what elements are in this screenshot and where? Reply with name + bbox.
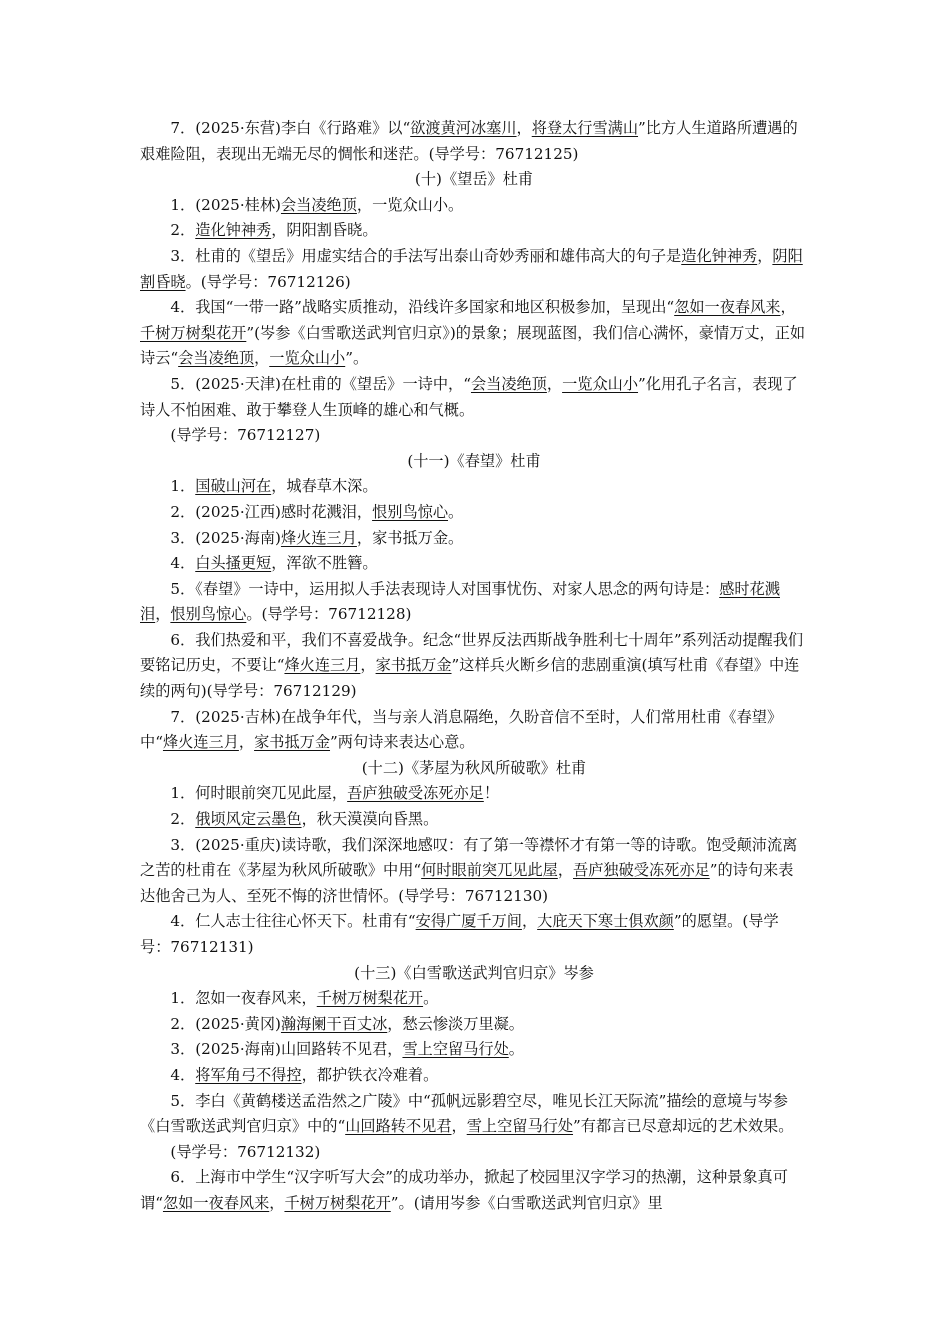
section-heading: [140, 449, 808, 475]
text-run: ”。: [345, 349, 369, 368]
text-run: 4．我国“一带一路”战略实质推动，沿线许多国家和地区积极参加，呈现出“: [170, 298, 675, 317]
text-run: ，: [254, 349, 270, 368]
text-run: 3．杜甫的《望岳》用虚实结合的手法写出泰山奇妙秀丽和雄伟高大的句子是: [170, 246, 682, 265]
text-run: (十)《望岳》杜甫: [414, 170, 534, 189]
text-run: ，: [521, 912, 538, 931]
answer-blank: 会当凌绝顶: [280, 195, 357, 214]
answer-blank: 造化钟神秀: [681, 246, 758, 265]
text-run: 7．(2025·东营)李白《行路难》以“: [170, 119, 411, 137]
guide-number: [140, 1140, 808, 1166]
text-run: 3．(2025·重庆)读诗歌，我们深深地感叹：有了第一等襟怀才有第一等的诗歌。饱受颠沛流离之苦的杜甫在《茅屋为秋风所破歌》中用“: [140, 835, 798, 880]
answer-blank: 会当凌绝顶: [178, 349, 255, 368]
text-run: ，: [557, 861, 574, 880]
answer-blank: 白头搔更短: [195, 554, 272, 573]
text-run: 1．(2025·桂林): [170, 195, 281, 214]
text-run: ，愁云惨淡万里凝。: [387, 1014, 524, 1033]
text-run: (十二)《茅屋为秋风所破歌》杜甫: [361, 758, 587, 777]
section-heading: [140, 167, 808, 193]
text-run: 1．何时眼前突兀见此屋，: [170, 784, 348, 803]
question-item: [140, 628, 808, 705]
text-run: ，一览众山小。: [356, 195, 464, 214]
text-run: (十一)《春望》杜甫: [407, 451, 541, 470]
text-run: ，: [360, 656, 376, 675]
text-run: ，: [516, 119, 532, 137]
text-run: ”的诗句来表达他舍己为人、至死不悔的济世情怀。(导学号：76712130): [140, 861, 794, 905]
answer-blank: 恨别鸟惊心: [170, 605, 247, 624]
question-item: [140, 705, 808, 756]
text-run: ，家书抵万金。: [356, 528, 464, 547]
text-run: ，阴阳割昏晓。: [271, 221, 378, 240]
question-item: [140, 1037, 808, 1063]
text-run: ，: [757, 246, 773, 265]
answer-blank: 一览众山小: [269, 349, 346, 368]
text-run: ！: [483, 784, 499, 803]
guide-number: [140, 423, 808, 449]
text-run: ，: [155, 605, 171, 624]
answer-blank: 家书抵万金: [254, 733, 331, 752]
answer-blank: 烽火连三月: [162, 733, 239, 752]
text-run: ，: [780, 298, 796, 317]
answer-blank: 忽如一夜春风来: [674, 298, 781, 317]
answer-blank: 瀚海阑干百丈冰: [280, 1014, 388, 1033]
text-run: ，: [546, 374, 563, 393]
text-run: ，都护铁衣冷难着。: [301, 1065, 439, 1084]
text-run: ，: [451, 1117, 467, 1136]
text-run: ，秋天漠漠向昏黑。: [301, 810, 439, 829]
text-run: ”。(请用岑参《白雪歌送武判官归京》里: [390, 1193, 663, 1212]
text-run: 4．: [170, 554, 196, 573]
text-run: 2．(2025·江西)感时花溅泪，: [170, 502, 373, 521]
text-run: 6．上海市中学生“汉字听写大会”的成功举办，掀起了校园里汉字学习的热潮，这种景象真可谓“: [140, 1168, 788, 1212]
answer-blank: 忽如一夜春风来: [162, 1193, 270, 1212]
text-run: ，城春草木深。: [271, 477, 378, 496]
text-run: ”比方人生道路所遭遇的艰难险阻，表现出无端无尽的惆怅和迷茫。(导学号：76712125): [140, 119, 798, 163]
answer-blank: 会当凌绝顶: [470, 374, 547, 393]
answer-blank: 俄顷风定云墨色: [195, 810, 302, 829]
question-item: [140, 244, 808, 295]
answer-blank: 吾庐独破受冻死亦足: [573, 861, 710, 880]
question-item: [140, 116, 808, 167]
text-run: ”(岑参《白雪歌送武判官归京》)的景象；展现蓝图，我们信心满怀，豪情万丈，正如诗云“: [140, 323, 806, 368]
answer-blank: 大庇天下寒士俱欢颜: [537, 912, 674, 931]
text-run: 4．: [170, 1065, 196, 1084]
text-run: (导学号：76712127): [170, 426, 321, 445]
text-run: 5．李白《黄鹤楼送孟浩然之广陵》中“孤帆远影碧空尽，唯见长江天际流”描绘的意境与岑参《白雪歌送武判官归京》中的“: [140, 1091, 788, 1136]
answer-blank: 何时眼前突兀见此屋: [421, 861, 558, 880]
answer-blank: 将登太行雪满山: [531, 119, 639, 137]
text-run: 4．仁人志士往往心怀天下。杜甫有“: [170, 912, 416, 931]
question-item: [140, 1165, 808, 1216]
question-item: [140, 781, 808, 807]
answer-blank: 烽火连三月: [284, 656, 361, 675]
answer-blank: 国破山河在: [195, 477, 272, 496]
question-item: [140, 193, 808, 219]
answer-blank: 感时花溅泪: [140, 579, 780, 624]
answer-blank: 欲渡黄河冰塞川: [410, 119, 517, 137]
question-item: [140, 218, 808, 244]
text-run: 1．忽如一夜春风来，: [170, 989, 317, 1008]
text-run: 1．: [170, 477, 196, 496]
text-run: ”有都言已尽意却远的艺术效果。: [573, 1117, 794, 1136]
text-run: 5．《春望》一诗中，运用拟人手法表现诗人对国事忧伤、对家人思念的两句诗是：: [170, 579, 720, 598]
answer-blank: 千树万树梨花开: [316, 989, 424, 1008]
answer-blank: 雪上空留马行处: [466, 1117, 574, 1136]
text-run: 2．(2025·黄冈): [170, 1014, 281, 1033]
answer-blank: 造化钟神秀: [195, 221, 272, 240]
text-run: ”这样兵火断乡信的悲剧重演(填写杜甫《春望》中连续的两句)(导学号：76712129): [140, 656, 800, 701]
text-run: 3．(2025·海南): [170, 528, 281, 547]
question-item: [140, 1063, 808, 1089]
text-run: 。: [508, 1040, 524, 1059]
question-item: [140, 526, 808, 552]
question-item: [140, 807, 808, 833]
text-run: 2．: [170, 221, 196, 240]
question-item: [140, 474, 808, 500]
question-item: [140, 1089, 808, 1140]
section-heading: [140, 961, 808, 987]
text-run: 2．: [170, 810, 196, 829]
answer-blank: 安得广厦千万间: [415, 912, 522, 931]
answer-blank: 千树万树梨花开: [284, 1193, 391, 1212]
answer-blank: 山回路转不见君: [345, 1117, 452, 1136]
answer-blank: 恨别鸟惊心: [372, 502, 449, 521]
text-run: ，: [238, 733, 255, 752]
text-run: 7．(2025·吉林)在战争年代，当与亲人消息隔绝，久盼音信不至时，人们常用杜甫《春望》中“: [140, 707, 783, 752]
answer-blank: 将军角弓不得控: [195, 1065, 302, 1084]
question-item: [140, 986, 808, 1012]
text-run: ，浑欲不胜簪。: [271, 554, 378, 573]
answer-blank: 雪上空留马行处: [402, 1040, 509, 1059]
text-run: (导学号：76712132): [170, 1142, 321, 1161]
question-item: [140, 500, 808, 526]
answer-blank: 吾庐独破受冻死亦足: [347, 784, 484, 803]
answer-blank: 阴阳割昏晓: [140, 246, 803, 291]
question-item: [140, 295, 808, 372]
question-item: [140, 909, 808, 960]
question-item: [140, 1012, 808, 1038]
answer-blank: 烽火连三月: [280, 528, 357, 547]
answer-blank: 一览众山小: [562, 374, 639, 393]
answer-blank: 家书抵万金: [375, 656, 452, 675]
text-run: 。(导学号：76712128): [246, 605, 412, 624]
section-heading: [140, 756, 808, 782]
question-item: [140, 833, 808, 910]
text-run: ”化用孔子名言，表现了诗人不怕困难、敢于攀登人生顶峰的雄心和气概。: [140, 374, 798, 419]
text-run: 6．我们热爱和平，我们不喜爱战争。纪念“世界反法西斯战争胜利七十周年”系列活动提醒我们要铭记历史，不要让“: [140, 630, 804, 675]
question-item: [140, 551, 808, 577]
text-run: 。(导学号：76712126): [185, 272, 351, 291]
text-run: ”的愿望。(导学号：76712131): [140, 912, 779, 956]
answer-blank: 千树万树梨花开: [140, 323, 247, 342]
text-run: 3．(2025·海南)山回路转不见君，: [170, 1040, 403, 1059]
text-run: ，: [269, 1193, 285, 1212]
text-run: 5．(2025·天津)在杜甫的《望岳》一诗中，“: [170, 374, 471, 393]
document-page: [140, 116, 808, 1217]
text-run: 。: [423, 989, 439, 1008]
question-item: [140, 577, 808, 628]
question-item: [140, 372, 808, 423]
text-run: ”两句诗来表达心意。: [330, 733, 475, 752]
text-run: 。: [448, 502, 464, 521]
text-run: (十三)《白雪歌送武判官归京》岑参: [354, 963, 594, 982]
